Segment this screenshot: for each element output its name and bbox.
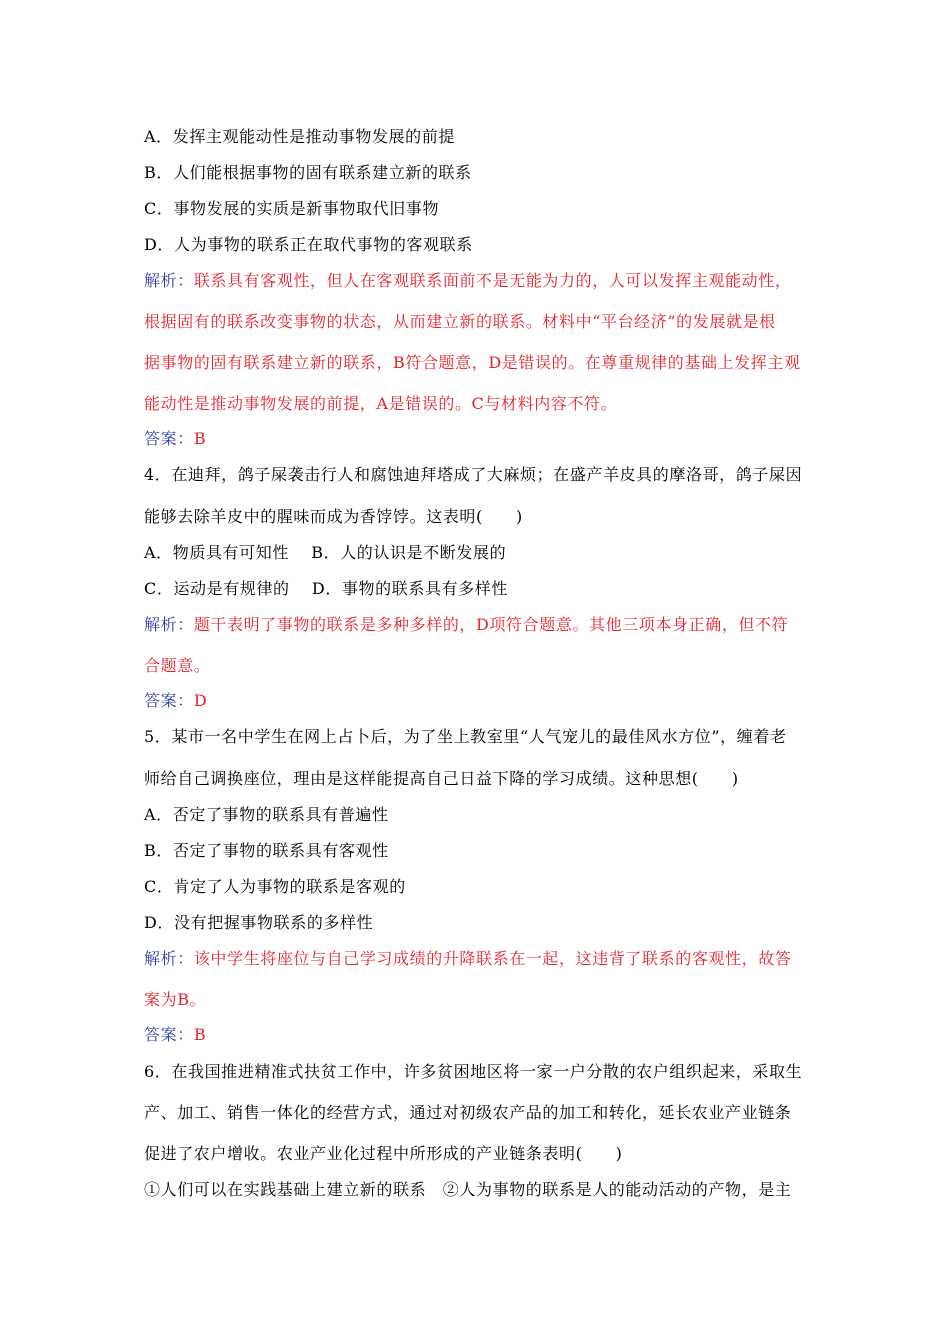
q5-analysis-line-2: 案为B。 (144, 990, 207, 1009)
q3-answer (144, 427, 206, 451)
q4-stem-line-1: 4．在迪拜，鸽子屎袭击行人和腐蚀迪拜塔成了大麻烦；在盛产羊皮具的摩洛哥，鸽子屎因 (144, 465, 803, 484)
q5-answer-value: B (193, 1025, 207, 1044)
q5-option-c: C．肯定了人为事物的联系是客观的 (144, 877, 406, 896)
q4-answer (144, 689, 207, 713)
q6-stem-line-3: 促进了农户增收。农业产业化过程中所形成的产业链条表明( ) (144, 1144, 623, 1163)
q3-answer-label: 答案： (144, 429, 194, 448)
q5-stem-line-2: 师给自己调换座位，理由是这样能提高自己日益下降的学习成绩。这种思想( ) (144, 769, 739, 788)
q3-analysis-line-2: 根据固有的联系改变事物的状态，从而建立新的联系。材料中“平台经济”的发展就是根 (144, 312, 776, 331)
q6-statements-line: ①人们可以在实践基础上建立新的联系 ②人为事物的联系是人的能动活动的产物，是主 (144, 1180, 792, 1199)
q4-analysis-line-1 (144, 613, 788, 637)
q3-option-c: C．事物发展的实质是新事物取代旧事物 (144, 199, 440, 218)
q5-analysis-line-1 (144, 947, 791, 971)
q3-analysis-line-1 (144, 269, 791, 293)
q5-analysis-text: 该中学生将座位与自己学习成绩的升降联系在一起，这违背了联系的客观性，故答 (193, 949, 792, 968)
q5-option-b: B．否定了事物的联系具有客观性 (144, 841, 389, 860)
q4-answer-value: D (193, 691, 208, 710)
q3-option-a: A．发挥主观能动性是推动事物发展的前提 (144, 127, 455, 146)
q3-analysis-line-3: 据事物的固有联系建立新的联系，B符合题意，D是错误的。在尊重规律的基础上发挥主观 (144, 353, 801, 372)
q5-option-a: A．否定了事物的联系具有普遍性 (144, 805, 389, 824)
q4-analysis-line-2: 合题意。 (144, 656, 211, 675)
q3-analysis-label: 解析： (144, 271, 194, 290)
q3-option-b: B．人们能根据事物的固有联系建立新的联系 (144, 163, 472, 182)
q5-analysis-label: 解析： (144, 949, 194, 968)
q4-options-ab: A．物质具有可知性 B．人的认识是不断发展的 (144, 543, 507, 562)
q4-stem-line-2: 能够去除羊皮中的腥味而成为香饽饽。这表明( ) (144, 507, 523, 526)
q4-options-cd: C．运动是有规律的 D．事物的联系具有多样性 (144, 579, 508, 598)
q5-answer-label: 答案： (144, 1025, 194, 1044)
q3-analysis-line-4: 能动性是推动事物发展的前提，A是错误的。C与材料内容不符。 (144, 394, 618, 413)
q3-analysis-text: 联系具有客观性，但人在客观联系面前不是无能为力的，人可以发挥主观能动性， (193, 271, 792, 290)
q5-stem-line-1: 5．某市一名中学生在网上占卜后，为了坐上教室里“人气宠儿的最佳风水方位”，缠着老 (144, 727, 787, 746)
q4-answer-label: 答案： (144, 691, 194, 710)
q5-answer (144, 1023, 206, 1047)
q6-stem-line-2: 产、加工、销售一体化的经营方式，通过对初级农产品的加工和转化，延长农业产业链条 (144, 1103, 792, 1122)
q4-analysis-label: 解析： (144, 615, 194, 634)
q3-answer-value: B (193, 429, 207, 448)
q4-analysis-text: 题干表明了事物的联系是多种多样的，D项符合题意。其他三项本身正确，但不符 (193, 615, 789, 634)
q3-option-d: D．人为事物的联系正在取代事物的客观联系 (144, 235, 473, 254)
q6-stem-line-1: 6．在我国推进精准式扶贫工作中，许多贫困地区将一家一户分散的农户组织起来，采取生 (144, 1062, 803, 1081)
q5-option-d: D．没有把握事物联系的多样性 (144, 913, 374, 932)
